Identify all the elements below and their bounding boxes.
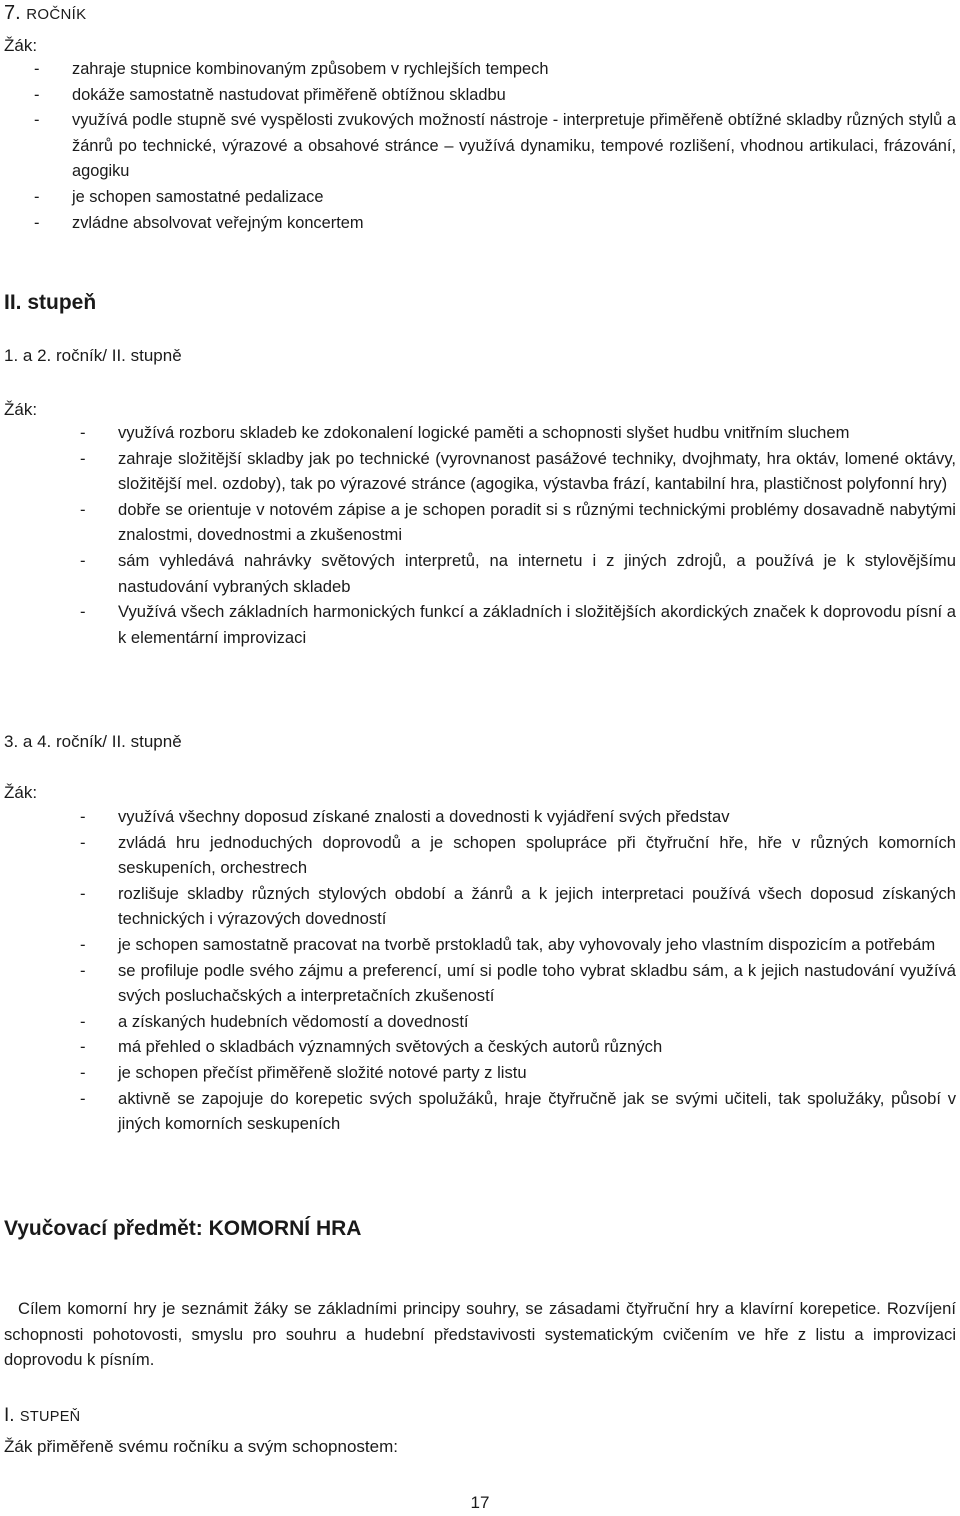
grade-label: 1. a 2. ročník/ II. stupně bbox=[4, 346, 182, 365]
student-label: Žák: bbox=[4, 36, 38, 55]
list-item: - je schopen samostatně pracovat na tvorbě prstokladů tak, aby vyhovovaly jeho vlastním dispozicím a potřebám bbox=[80, 934, 936, 954]
list-item: - Využívá všech základních harmonických funkcí a základních i složitějších akordických značek k doprovodu písní a k elementární improvizaci bbox=[80, 602, 956, 647]
student-label: Žák: bbox=[4, 400, 38, 419]
stage-label: STUPEŇ bbox=[19, 1409, 81, 1425]
list-item: - využívá všechny doposud získané znalosti a dovednosti k vyjádření svých představ bbox=[80, 807, 730, 826]
outcomes-list-grade7 bbox=[34, 57, 956, 236]
list-item: - má přehled o skladbách významných světových a českých autorů různých bbox=[80, 1037, 663, 1057]
list-item: - a získaných hudebních vědomostí a dovedností bbox=[80, 1011, 469, 1031]
list-item: - zvládá hru jednoduchých doprovodů a je schopen spolupráce při čtyřruční hře, hře v různých komorních seskupeních, orchestrech bbox=[80, 832, 956, 878]
outcomes-list-grades-3-4 bbox=[80, 804, 956, 1137]
list-item: - je schopen přečíst přiměřeně složité notové party z listu bbox=[80, 1062, 527, 1082]
outcomes-list-grades-1-2 bbox=[80, 420, 956, 650]
grade-label: 3. a 4. ročník/ II. stupně bbox=[4, 732, 182, 751]
list-item: - zahraje složitější skladby jak po technické (vyrovnanost pasážové techniky, dvojhmaty, hra oktáv, lomené oktávy, složitější mel. ozdoby), tak po výrazové stránce (agogika, výstavba frází, kantabilní hra, plastičnost polyfonní hry) bbox=[80, 448, 956, 494]
list-item: - využívá podle stupně své vyspělosti zvukových možností nástroje - interpretuje přiměřeně obtížné skladby různých stylů a žánrů po technické, výrazové a obsahové stránce – využívá dynamiku, tempové rozlišení, vhodnou artikulaci, frázování, agogiku bbox=[34, 111, 956, 181]
student-label: Žák: bbox=[4, 783, 38, 802]
list-item: - se profiluje podle svého zájmu a preferencí, umí si podle toho vybrat skladbu sám, a k jejich nastudování využívá svých posluchačských a interpretačních zkušeností bbox=[80, 960, 956, 1006]
list-item: - dobře se orientuje v notovém zápise a je schopen poradit si s různými technickými problémy dosavadně nabytými znalostmi, dovednostmi a zkušenostmi bbox=[80, 499, 956, 545]
list-item: - aktivně se zapojuje do korepetic svých spolužáků, hraje čtyřručně jak se svými učiteli, tak spolužáky, působí v jiných komorních seskupeních bbox=[80, 1088, 956, 1134]
list-item: - zvládne absolvovat veřejným koncertem bbox=[34, 213, 364, 232]
list-item: - sám vyhledává nahrávky světových interpretů, na internetu i z jiných zdrojů, a používá je k stylovějšímu nastudování vybraných skladeb bbox=[80, 550, 956, 596]
page-number: 17 bbox=[470, 1493, 490, 1512]
list-item: - zahraje stupnice kombinovaným způsobem v rychlejších tempech bbox=[34, 60, 549, 78]
subject-title: Vyučovací předmět: KOMORNÍ HRA bbox=[4, 1217, 362, 1240]
list-item: - dokáže samostatně nastudovat přiměřeně obtížnou skladbu bbox=[34, 85, 506, 104]
section-number: 7. bbox=[4, 2, 21, 24]
list-item: - je schopen samostatné pedalizace bbox=[34, 187, 324, 206]
list-item: - využívá rozboru skladeb ke zdokonalení logické paměti a schopnosti slyšet hudbu vnitřním sluchem bbox=[80, 423, 850, 442]
student-intro-line: Žák přiměřeně svému ročníku a svým schopnostem: bbox=[4, 1437, 398, 1456]
subject-description: Cílem komorní hry je seznámit žáky se základními principy souhry, se zásadami čtyřruční hry a klavírní korepetice. Rozvíjení schopnosti pohotovosti, smyslu pro souhru a hudební představivosti systematickým cvičením ve hře z listu a improvizaci doprovodu k písním. bbox=[4, 1299, 956, 1370]
stage-number: I. bbox=[4, 1405, 15, 1426]
stage-title: II. stupeň bbox=[4, 291, 97, 314]
stage-heading bbox=[4, 1403, 80, 1430]
section-title: ROČNÍK bbox=[26, 6, 87, 23]
list-item: - rozlišuje skladby různých stylových období a žánrů a k jejich interpretaci používá všech doposud získaných technických i výrazových dovedností bbox=[80, 883, 956, 929]
section-heading bbox=[4, 0, 86, 28]
